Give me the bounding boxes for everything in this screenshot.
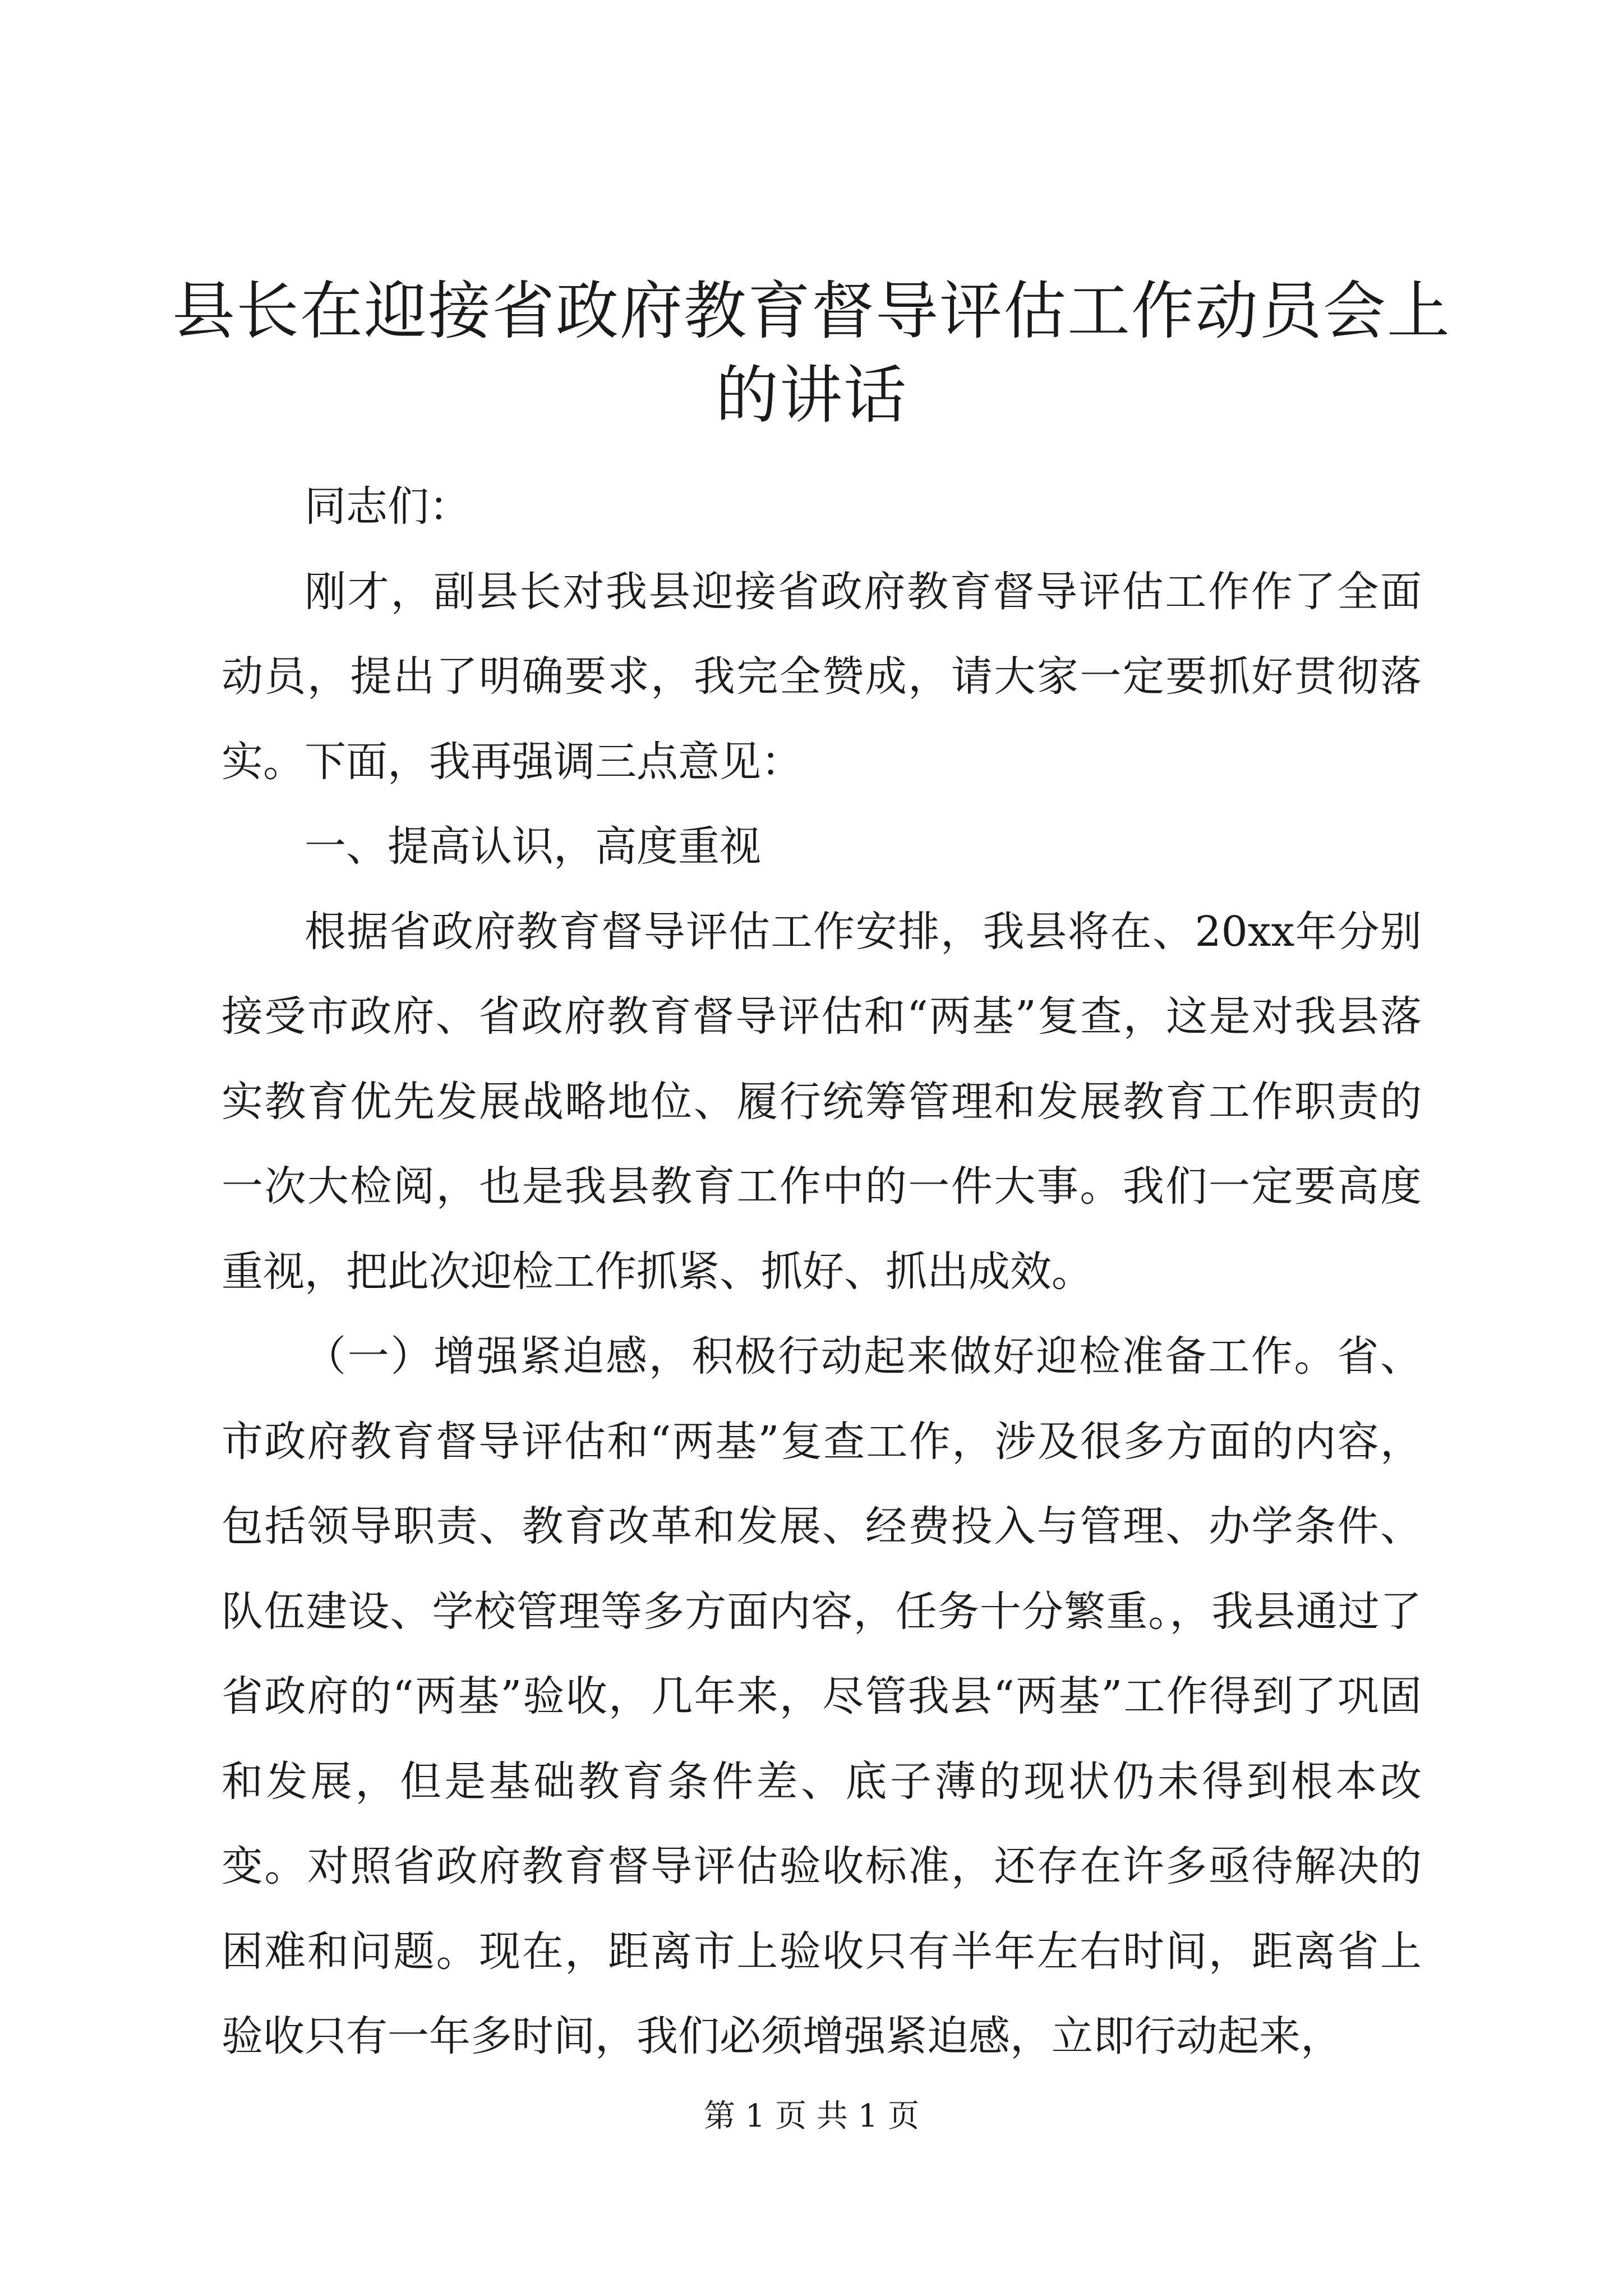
document-title: 县长在迎接省政府教育督导评估工作动员会上的讲话 [172,275,1451,432]
subsection-paragraph-1: （一）增强紧迫感，积极行动起来做好迎检准备工作。省、市政府教育督导评估和“两基”复查工作，涉及很多方面的内容，包括领导职责、教育改革和发展、经费投入与管理、办学条件、队伍建设、学校管理等多方面内容，任务十分繁重。，我县通过了省政府的“两基”验收，几年来，尽管我县“两基”工作得到了巩固和发展，但是基础教育条件差、底子薄的现状仍未得到根本改变。对照省政府教育督导评估验收标准，还存在许多亟待解决的困难和问题。现在，距离市上验收只有半年左右时间，距离省上验收只有一年多时间，我们必须增强紧迫感，立即行动起来， [222,1332,1422,2060]
document-body [222,464,1422,2079]
page-footer: 第 1 页 共 1 页 [703,2098,920,2134]
salutation-paragraph: 同志们： [305,482,471,531]
section-heading-1: 一、提高认识，高度重视 [305,822,761,871]
opening-paragraph: 刚才，副县长对我县迎接省政府教育督导评估工作作了全面动员，提出了明确要求，我完全赞成，请大家一定要抓好贯彻落实。下面，我再强调三点意见： [222,567,1422,786]
body-paragraph: 根据省政府教育督导评估工作安排，我县将在、20xx年分别接受市政府、省政府教育督导评估和“两基”复查，这是对我县落实教育优先发展战略地位、履行统筹管理和发展教育工作职责的一次大检阅，也是我县教育工作中的一件大事。我们一定要高度重视，把此次迎检工作抓紧、抓好、抓出成效。 [222,907,1422,1296]
